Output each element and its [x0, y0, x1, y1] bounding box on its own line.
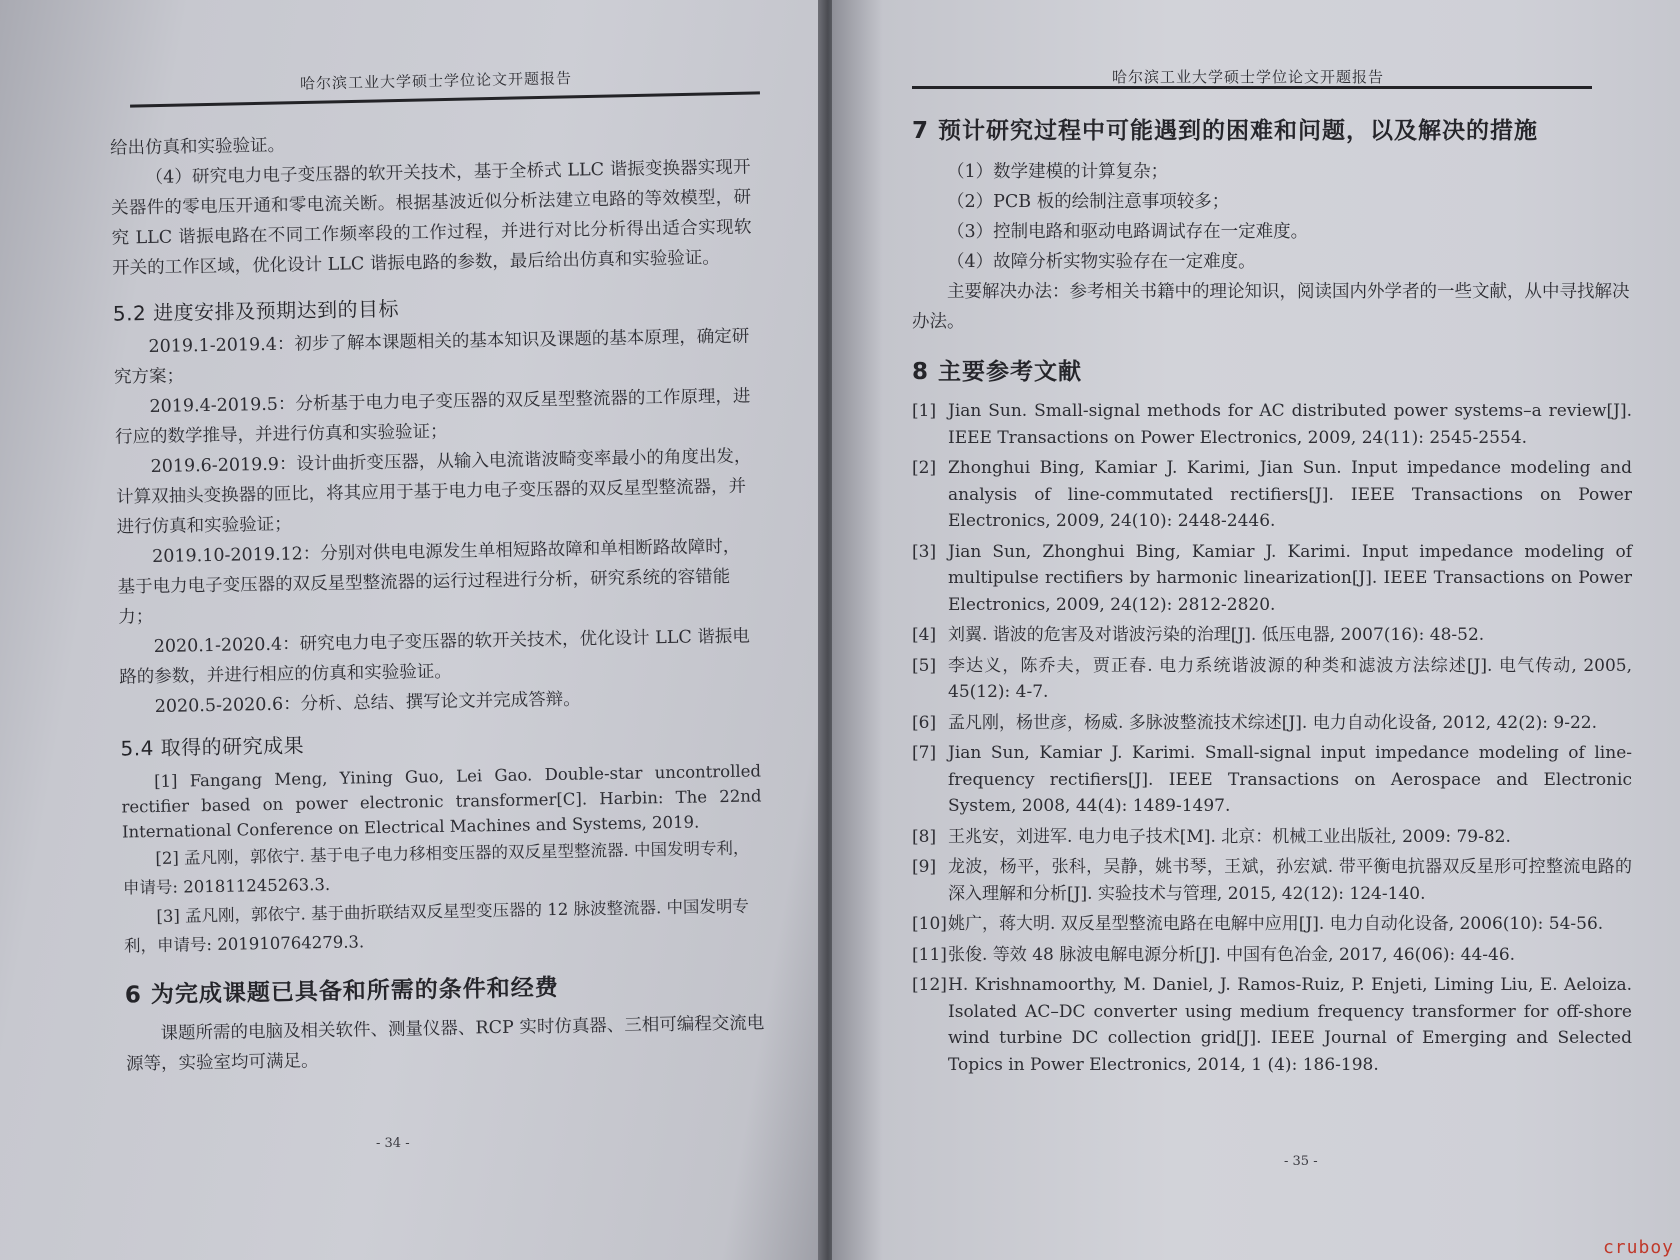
reference-item — [912, 854, 1632, 907]
schedule-item: 2020.1-2020.4：研究电力电子变压器的软开关技术，优化设计 LLC 谐振电路的参数，并进行相应的仿真和实验验证。 — [119, 626, 750, 688]
reference-item — [912, 972, 1632, 1078]
reference-text: H. Krishnamoorthy, M. Daniel, J. Ramos-Ruiz, P. Enjeti, Liming Liu, E. Aeloiza. Isolated AC–DC converter using medium frequency transformer for off-shore wind turbine DC collection grid[J]. IEEE Journal of Emerging and Selected Topics in Power Electronics, 2014, 1 (4): 186-198. — [948, 975, 1632, 1075]
reference-text: 刘翼. 谐波的危害及对谐波污染的治理[J]. 低压电器, 2007(16): 48-52. — [948, 625, 1485, 645]
right-body — [912, 112, 1632, 1082]
intro-line-1: 给出仿真和实验验证。 — [109, 135, 286, 159]
reference-item — [912, 911, 1632, 938]
header-rule-left — [130, 91, 760, 107]
reference-item — [912, 622, 1632, 649]
reference-item — [912, 942, 1632, 969]
reference-item — [912, 398, 1632, 451]
reference-number: [12] — [912, 975, 947, 995]
page-number-right: - 35 - — [1284, 1154, 1318, 1169]
reference-item — [912, 455, 1632, 535]
achievement-item: [2] 孟凡刚，郭依宁. 基于电子电力移相变压器的双反星型整流器. 中国发明专利，申请号: 201811245263.3. — [122, 838, 750, 898]
schedule-item: 2019.4-2019.5：分析基于电力电子变压器的双反星型整流器的工作原理，进行应的数学推导，并进行仿真和实验验证； — [114, 386, 751, 448]
section-8-title: 8 主要参考文献 — [912, 359, 1083, 385]
reference-item — [912, 653, 1632, 706]
reference-text: Jian Sun. Small-signal methods for AC distributed power systems–a review[J]. IEEE Transactions on Power Electronics, 2009, 24(11): 2545-2554. — [948, 401, 1632, 448]
section-7-title: 7 预计研究过程中可能遇到的困难和问题，以及解决的措施 — [912, 118, 1539, 144]
schedule-item: 2019.6-2019.9：设计曲折变压器，从输入电流谐波畸变率最小的角度出发，计算双抽头变换器的匝比，将其应用于基于电力电子变压器的双反星型整流器，并进行仿真和实验验证； — [115, 446, 752, 538]
reference-text: 张俊. 等效 48 脉波电解电源分析[J]. 中国有色冶金, 2017, 46(06): 44-46. — [948, 944, 1516, 965]
section-5-2-title: 5.2 进度安排及预期达到的目标 — [112, 296, 400, 326]
reference-item — [912, 710, 1632, 737]
left-page — [0, 0, 826, 1260]
reference-text: 李达义，陈乔夫，贾正春. 电力系统谐波源的种类和滤波方法综述[J]. 电气传动, 2005, 45(12): 4-7. — [948, 655, 1632, 702]
section-6-text: 课题所需的电脑及相关软件、测量仪器、RCP 实时仿真器、三相可编程交流电源等，实验室均可满足。 — [125, 1013, 765, 1075]
reference-number: [8] — [912, 826, 937, 847]
reference-text: 龙波，杨平，张科，吴静，姚书琴，王斌，孙宏斌. 带平衡电抗器双反星形可控整流电路的深入理解和分析[J]. 实验技术与管理, 2015, 42(12): 124-140. — [948, 857, 1632, 904]
reference-text: Jian Sun, Zhonghui Bing, Kamiar J. Karimi. Input impedance modeling of multipulse rectifiers by harmonic linearization[J]. IEEE Transactions on Power Electronics, 2009, 24(12): 2812-2820. — [948, 541, 1632, 615]
reference-text: 王兆安，刘进军. 电力电子技术[M]. 北京：机械工业出版社, 2009: 79-82. — [948, 826, 1511, 847]
right-page — [832, 0, 1680, 1260]
schedule-item: 2020.5-2020.6：分析、总结、撰写论文并完成答辩。 — [154, 689, 581, 717]
reference-number: [5] — [912, 655, 937, 676]
section-5-4-title: 5.4 取得的研究成果 — [120, 733, 305, 761]
intro-paragraph-4: （4）研究电力电子变压器的软开关技术，基于全桥式 LLC 谐振变换器实现开关器件的零电压开通和零电流关断。根据基波近似分析法建立电路的等效模型，研究 LLC 谐振电路在不同工作频率段的工作过程，并进行对比分析得出适合实现软开关的工作区域，优化设计 LLC 谐振电路的参数，最后给出仿真和实验验证。 — [110, 157, 752, 279]
achievement-item: [1] Fangang Meng, Yining Guo, Lei Gao. Double-star uncontrolled rectifier based on power electronic transformer[C]. Harbin: The 22nd International Conference on Electrical Machines and Systems, 2019. — [121, 761, 762, 842]
reference-item — [912, 740, 1632, 820]
reference-number: [1] — [912, 401, 937, 421]
achievement-item: [3] 孟凡刚，郭依宁. 基于曲折联结双反星型变压器的 12 脉波整流器. 中国发明专利，申请号: 201910764279.3. — [123, 896, 750, 956]
reference-number: [9] — [912, 857, 937, 877]
difficulty-item: （1）数学建模的计算复杂； — [947, 162, 1169, 182]
reference-item — [912, 539, 1632, 619]
reference-number: [11] — [912, 944, 947, 965]
section-6-title: 6 为完成课题已具备和所需的条件和经费 — [124, 974, 560, 1009]
solution-text: 主要解决办法：参考相关书籍中的理论知识，阅读国内外学者的一些文献，从中寻找解决办法。 — [912, 282, 1630, 332]
reference-number: [3] — [912, 541, 937, 562]
watermark: cruboy — [1602, 1237, 1674, 1258]
running-head-right: 哈尔滨工业大学硕士学位论文开题报告 — [1112, 68, 1385, 86]
reference-item — [912, 824, 1632, 851]
reference-number: [7] — [912, 743, 937, 763]
difficulty-item: （3）控制电路和驱动电路调试存在一定难度。 — [947, 222, 1309, 242]
reference-text: Zhonghui Bing, Kamiar J. Karimi, Jian Sun. Input impedance modeling and analysis of line-commutated rectifiers[J]. IEEE Transactions on Power Electronics, 2009, 24(10): 2448-2446. — [948, 458, 1632, 531]
reference-text: Jian Sun, Kamiar J. Karimi. Small-signal input impedance modeling of line-frequency rectifiers[J]. IEEE Transactions on Aerospace and Electronic System, 2008, 44(4): 1489-1497. — [948, 743, 1632, 816]
schedule-item: 2019.10-2019.12：分别对供电电源发生单相短路故障和单相断路故障时，基于电力电子变压器的双反星型整流器的运行过程进行分析，研究系统的容错能力； — [117, 536, 741, 628]
header-rule-right — [912, 86, 1592, 89]
reference-number: [10] — [912, 914, 947, 934]
page-number-left: - 34 - — [376, 1136, 410, 1151]
schedule-item: 2019.1-2019.4：初步了解本课题相关的基本知识及课题的基本原理，确定研究方案； — [113, 326, 750, 388]
left-body — [110, 122, 766, 1079]
reference-number: [2] — [912, 458, 937, 478]
reference-number: [6] — [912, 712, 937, 733]
reference-list — [912, 398, 1632, 1078]
reference-text: 孟凡刚，杨世彦，杨威. 多脉波整流技术综述[J]. 电力自动化设备, 2012, 42(2): 9-22. — [948, 712, 1598, 733]
reference-text: 姚广，蒋大明. 双反星型整流电路在电解中应用[J]. 电力自动化设备, 2006(10): 54-56. — [948, 914, 1604, 934]
difficulty-item: （4）故障分析实物实验存在一定难度。 — [947, 252, 1256, 272]
running-head-left: 哈尔滨工业大学硕士学位论文开题报告 — [299, 69, 573, 93]
reference-number: [4] — [912, 625, 937, 645]
difficulty-item: （2）PCB 板的绘制注意事项较多； — [947, 192, 1230, 212]
